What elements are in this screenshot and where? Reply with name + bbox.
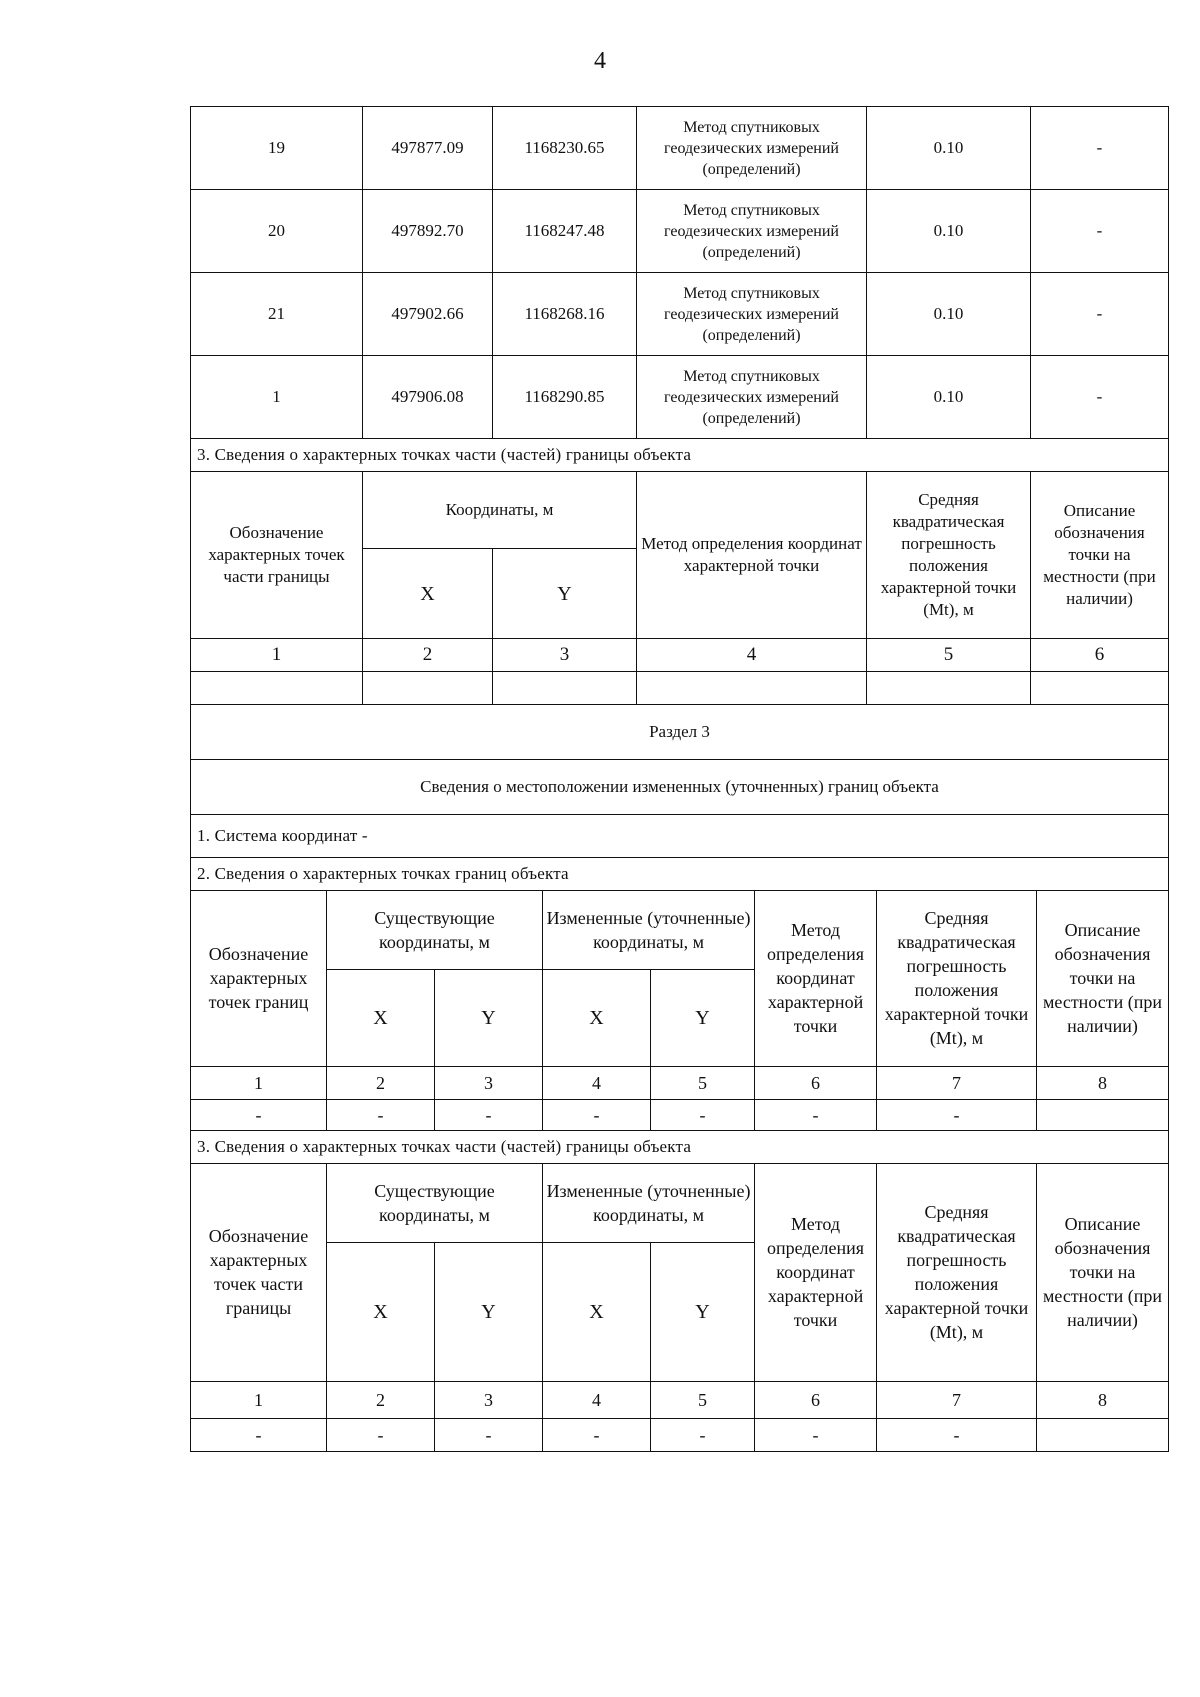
table-row bbox=[191, 107, 1169, 190]
point-id: 21 bbox=[191, 273, 363, 356]
col-mt: Средняя квадратическая погрешность положения характерной точки (Mt), м bbox=[877, 1163, 1037, 1381]
empty-cell bbox=[191, 672, 363, 705]
table-row bbox=[191, 190, 1169, 273]
num-cell: 7 bbox=[877, 1381, 1037, 1418]
col-y: Y bbox=[493, 549, 637, 639]
num-cell: 7 bbox=[877, 1066, 1037, 1099]
section-subheading: Сведения о местоположении измененных (уточненных) границ объекта bbox=[191, 760, 1169, 815]
col-designation: Обозначение характерных точек границ bbox=[191, 890, 327, 1066]
dash-cell: - bbox=[877, 1418, 1037, 1451]
mt-value: 0.10 bbox=[867, 273, 1031, 356]
coord-y: 1168268.16 bbox=[493, 273, 637, 356]
col-designation: Обозначение характерных точек части границы bbox=[191, 1163, 327, 1381]
dash-cell: - bbox=[435, 1418, 543, 1451]
col-method: Метод определения координат характерной точки bbox=[755, 1163, 877, 1381]
num-cell: 5 bbox=[651, 1381, 755, 1418]
mt-value: 0.10 bbox=[867, 190, 1031, 273]
num-cell: 6 bbox=[1031, 639, 1169, 672]
num-cell: 6 bbox=[755, 1066, 877, 1099]
empty-cell bbox=[363, 672, 493, 705]
col-method: Метод определения координат характерной точки bbox=[637, 472, 867, 639]
method: Метод спутниковых геодезических измерений (определений) bbox=[637, 190, 867, 273]
dash-cell: - bbox=[543, 1418, 651, 1451]
method: Метод спутниковых геодезических измерений (определений) bbox=[637, 356, 867, 439]
num-cell: 1 bbox=[191, 1381, 327, 1418]
col-y: Y bbox=[435, 969, 543, 1066]
dash-cell: - bbox=[435, 1099, 543, 1130]
part-points-title: 3. Сведения о характерных точках части (частей) границы объекта bbox=[191, 439, 1169, 472]
col-y: Y bbox=[651, 969, 755, 1066]
col-desc: Описание обозначения точки на местности (при наличии) bbox=[1037, 890, 1169, 1066]
num-cell: 1 bbox=[191, 639, 363, 672]
col-x: X bbox=[327, 969, 435, 1066]
num-cell: 4 bbox=[543, 1066, 651, 1099]
dash-cell: - bbox=[651, 1099, 755, 1130]
num-cell: 2 bbox=[363, 639, 493, 672]
method: Метод спутниковых геодезических измерений (определений) bbox=[637, 107, 867, 190]
num-cell: 3 bbox=[435, 1381, 543, 1418]
num-cell: 2 bbox=[327, 1066, 435, 1099]
empty-cell bbox=[493, 672, 637, 705]
empty-cell bbox=[637, 672, 867, 705]
col-coords: Координаты, м bbox=[363, 472, 637, 549]
col-existing-coords: Существующие координаты, м bbox=[327, 890, 543, 969]
empty-cell bbox=[867, 672, 1031, 705]
num-cell: 2 bbox=[327, 1381, 435, 1418]
page-number: 4 bbox=[594, 48, 606, 74]
empty-cell bbox=[1031, 672, 1169, 705]
description: - bbox=[1031, 190, 1169, 273]
num-cell: 3 bbox=[493, 639, 637, 672]
dash-cell: - bbox=[651, 1418, 755, 1451]
coord-x: 497892.70 bbox=[363, 190, 493, 273]
dash-cell: - bbox=[755, 1099, 877, 1130]
num-cell: 1 bbox=[191, 1066, 327, 1099]
col-desc: Описание обозначения точки на местности (при наличии) bbox=[1031, 472, 1169, 639]
col-mt: Средняя квадратическая погрешность положения характерной точки (Mt), м bbox=[877, 890, 1037, 1066]
col-method: Метод определения координат характерной точки bbox=[755, 890, 877, 1066]
col-desc: Описание обозначения точки на местности (при наличии) bbox=[1037, 1163, 1169, 1381]
point-id: 19 bbox=[191, 107, 363, 190]
col-existing-coords: Существующие координаты, м bbox=[327, 1163, 543, 1242]
col-x: X bbox=[363, 549, 493, 639]
dash-cell: - bbox=[327, 1099, 435, 1130]
description: - bbox=[1031, 356, 1169, 439]
point-id: 20 bbox=[191, 190, 363, 273]
col-x: X bbox=[543, 969, 651, 1066]
col-y: Y bbox=[435, 1242, 543, 1381]
boundary-title: 2. Сведения о характерных точках границ объекта bbox=[191, 858, 1169, 891]
section-heading: Раздел 3 bbox=[191, 705, 1169, 760]
coord-x: 497877.09 bbox=[363, 107, 493, 190]
num-cell: 5 bbox=[651, 1066, 755, 1099]
coord-y: 1168247.48 bbox=[493, 190, 637, 273]
num-cell: 8 bbox=[1037, 1381, 1169, 1418]
coord-x: 497902.66 bbox=[363, 273, 493, 356]
col-x: X bbox=[327, 1242, 435, 1381]
point-id: 1 bbox=[191, 356, 363, 439]
description: - bbox=[1031, 273, 1169, 356]
table-row bbox=[191, 356, 1169, 439]
dash-cell: - bbox=[877, 1099, 1037, 1130]
method: Метод спутниковых геодезических измерений (определений) bbox=[637, 273, 867, 356]
mt-value: 0.10 bbox=[867, 356, 1031, 439]
coord-system: 1. Система координат - bbox=[191, 815, 1169, 858]
dash-cell: - bbox=[191, 1099, 327, 1130]
dash-cell: - bbox=[191, 1418, 327, 1451]
col-designation: Обозначение характерных точек части границы bbox=[191, 472, 363, 639]
num-cell: 8 bbox=[1037, 1066, 1169, 1099]
dash-cell: - bbox=[543, 1099, 651, 1130]
points-table bbox=[190, 106, 1169, 891]
num-cell: 6 bbox=[755, 1381, 877, 1418]
coord-x: 497906.08 bbox=[363, 356, 493, 439]
num-cell: 4 bbox=[637, 639, 867, 672]
num-cell: 4 bbox=[543, 1381, 651, 1418]
boundary-points-table bbox=[190, 890, 1169, 1452]
col-changed-coords: Измененные (уточненные) координаты, м bbox=[543, 1163, 755, 1242]
coord-y: 1168230.65 bbox=[493, 107, 637, 190]
coord-y: 1168290.85 bbox=[493, 356, 637, 439]
dash-cell: - bbox=[755, 1418, 877, 1451]
dash-cell bbox=[1037, 1418, 1169, 1451]
dash-cell: - bbox=[327, 1418, 435, 1451]
dash-cell bbox=[1037, 1099, 1169, 1130]
col-y: Y bbox=[651, 1242, 755, 1381]
col-x: X bbox=[543, 1242, 651, 1381]
mt-value: 0.10 bbox=[867, 107, 1031, 190]
num-cell: 5 bbox=[867, 639, 1031, 672]
num-cell: 3 bbox=[435, 1066, 543, 1099]
description: - bbox=[1031, 107, 1169, 190]
col-mt: Средняя квадратическая погрешность положения характерной точки (Mt), м bbox=[867, 472, 1031, 639]
document-sheet bbox=[190, 106, 1168, 1452]
col-changed-coords: Измененные (уточненные) координаты, м bbox=[543, 890, 755, 969]
part-title: 3. Сведения о характерных точках части (частей) границы объекта bbox=[191, 1130, 1169, 1163]
table-row bbox=[191, 273, 1169, 356]
